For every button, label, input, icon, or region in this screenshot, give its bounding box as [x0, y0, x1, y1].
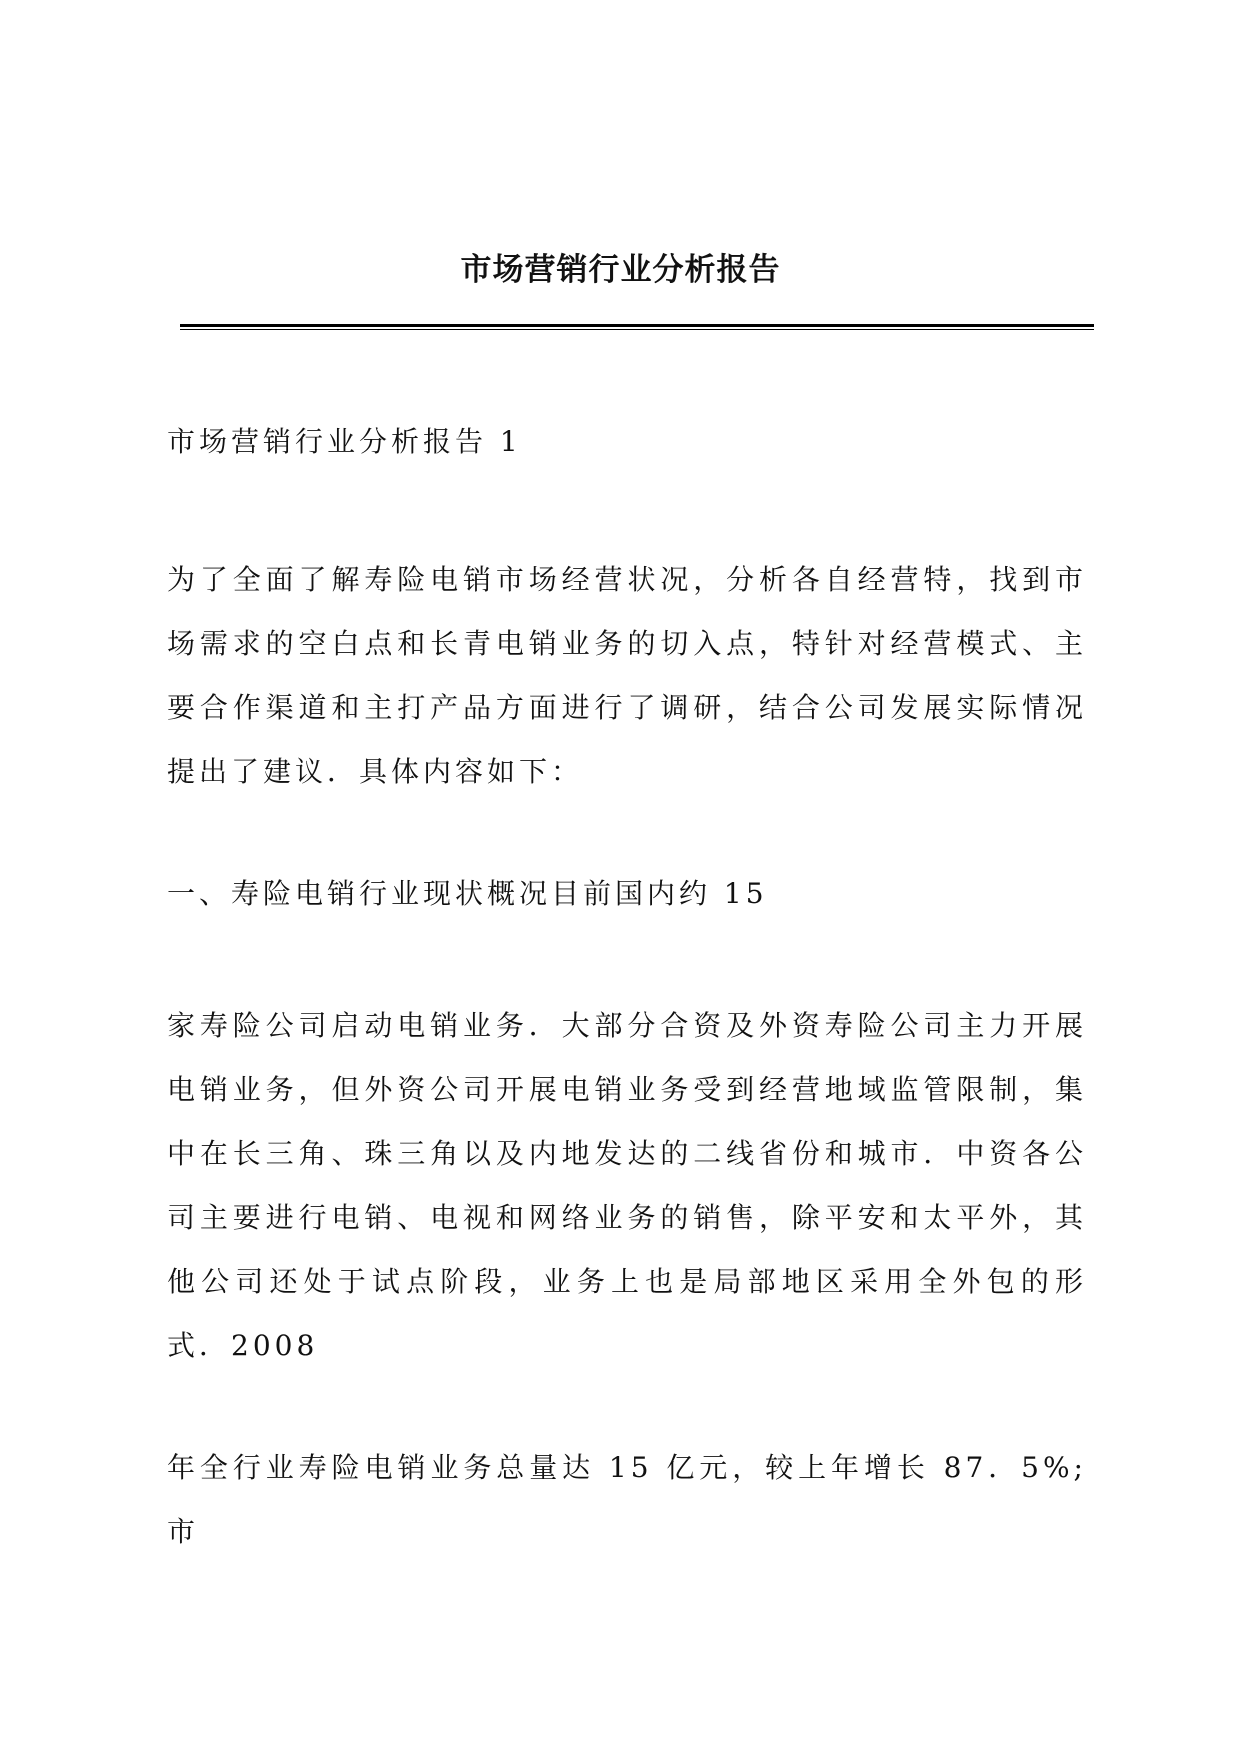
title-double-rule [180, 324, 1094, 330]
paragraph-industry-details: 家寿险公司启动电销业务．大部分合资及外资寿险公司主力开展电销业务，但外资公司开展电销业务受到经营地域监管限制，集中在长三角、珠三角以及内地发达的二线省份和城市．中资各公司主要进行电销、电视和网络业务的销售，除平安和太平外，其他公司还处于试点阶段，业务上也是局部地区采用全外包的形式．2008 [167, 1009, 1087, 1362]
paragraph-industry-overview: 一、寿险电销行业现状概况目前国内约 15 [167, 877, 768, 910]
section-heading: 市场营销行业分析报告 1 [167, 425, 522, 458]
paragraph-industry-volume: 年全行业寿险电销业务总量达 15 亿元，较上年增长 87．5%;市 [167, 1451, 1087, 1548]
paragraph-intro: 为了全面了解寿险电销市场经营状况，分析各自经营特，找到市场需求的空白点和长青电销业务的切入点，特针对经营模式、主要合作渠道和主打产品方面进行了调研，结合公司发展实际情况提出了建议．具体内容如下： [167, 563, 1087, 788]
document-title: 市场营销行业分析报告 [460, 252, 781, 288]
